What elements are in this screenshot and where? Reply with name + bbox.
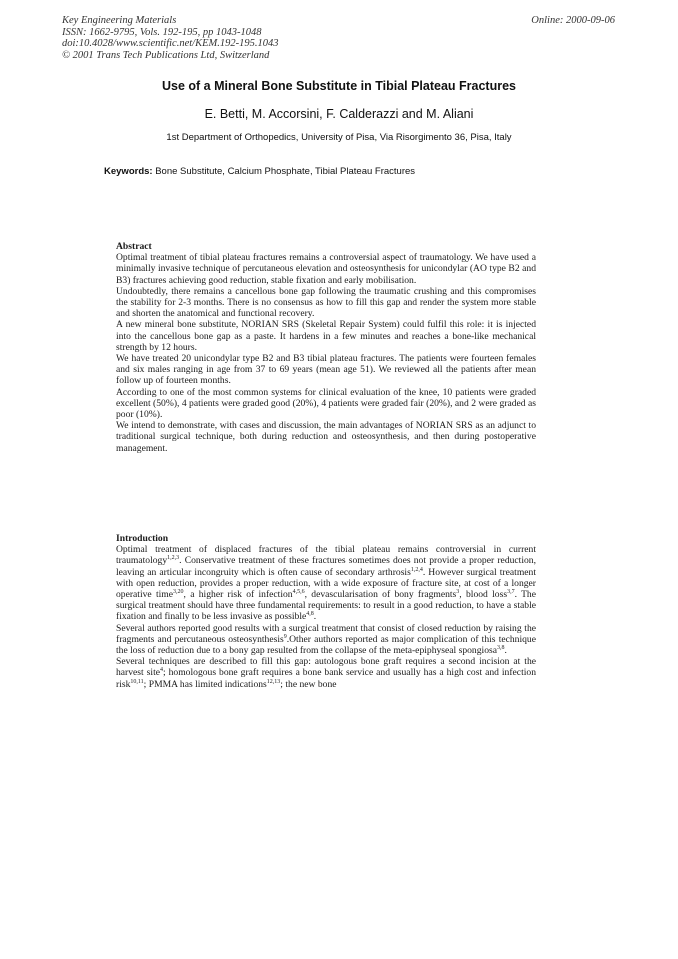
citation-ref: 4,5,6 xyxy=(292,589,305,596)
intro-text: , a higher risk of infection xyxy=(183,589,293,601)
intro-text: ; PMMA has limited indications xyxy=(143,678,267,690)
intro-text: , devascularisation of bony fragments xyxy=(304,589,457,601)
intro-text: . However surgical treatment with open reduction, provides a proper reduction, with a wide exposure of fracture site, at cost of a longer operative time xyxy=(116,566,536,601)
online-date: Online: 2000-09-06 xyxy=(531,15,615,26)
keywords-text: Bone Substitute, Calcium Phosphate, Tibial Plateau Fractures xyxy=(155,166,416,177)
citation-ref: 3,8 xyxy=(496,645,505,652)
journal-name: Key Engineering Materials xyxy=(62,15,177,26)
intro-text: . The surgical treatment should have three fundamental requirements: to result in a good reduction, to have a stable fixation and finally to be less invasive as possible xyxy=(116,589,536,623)
abstract-paragraph: Undoubtedly, there remains a cancellous bone gap following the traumatic crushing and this compromises the stability for 2-3 months. There is no consensus as how to fill this gap and render the system more stable and shorten the anatomical and functional recovery. xyxy=(116,285,536,320)
intro-text: . xyxy=(504,645,507,657)
citation-ref: 3,7 xyxy=(507,589,515,596)
abstract-section xyxy=(116,241,536,454)
keywords-label: Keywords: xyxy=(104,166,153,177)
intro-text: , blood loss xyxy=(459,589,508,601)
abstract-paragraph: We have treated 20 unicondylar type B2 and B3 tibial plateau fractures. The patients were fourteen females and six males ranging in age from 37 to 69 years (mean age 51). We reviewed all the patients after mean follow up of fourteen months. xyxy=(116,353,536,387)
citation-ref: 4 xyxy=(160,667,163,674)
abstract-heading: Abstract xyxy=(116,241,152,252)
intro-text: Several authors reported good results with a surgical treatment that consist of closed reduction by raising the fragments and percutaneous osteosynthesis xyxy=(116,622,536,645)
intro-text: ; homologous bone graft requires a bone bank service and usually has a high cost and infection risk xyxy=(116,667,536,690)
introduction-paragraph xyxy=(116,623,536,657)
abstract-paragraph: A new mineral bone substitute, NORIAN SRS (Skeletal Repair System) could fulfil this role: it is injected into the cancellous bone gap as a paste. It hardens in a few minutes and reaches a bone-like mechanical strength by 12 hours. xyxy=(116,319,536,353)
citation-ref: 3,20 xyxy=(173,589,184,596)
introduction-heading: Introduction xyxy=(116,533,169,544)
journal-metadata xyxy=(62,15,279,61)
introduction-section xyxy=(116,533,536,690)
introduction-paragraph xyxy=(116,544,536,622)
intro-text: . Conservative treatment of these fractures sometimes does not provide a proper reduction, leaving an articular incongruity which is often cause of secondary arthrosis xyxy=(116,555,536,578)
citation-ref: 4,8 xyxy=(306,611,314,618)
abstract-paragraph: We intend to demonstrate, with cases and discussion, the main advantages of NORIAN SRS as an adjunct to traditional surgical technique, both during reduction and osteosynthesis, and then during postoperative management. xyxy=(116,420,536,454)
introduction-paragraph xyxy=(116,656,536,690)
abstract-paragraph: Optimal treatment of tibial plateau fractures remains a controversial aspect of traumatology. We have used a minimally invasive technique of percutaneous elevation and osteosynthesis for unicondylar (AO type B2 and B3) fractures achieving good reduction, stable fixation and early mobilisation. xyxy=(116,252,536,286)
intro-text: . xyxy=(313,611,317,623)
citation-ref: 1,2,3 xyxy=(167,555,180,562)
paper-affiliation: 1st Department of Orthopedics, University of Pisa, Via Risorgimento 36, Pisa, Italy xyxy=(166,132,512,143)
abstract-paragraph: According to one of the most common systems for clinical evaluation of the knee, 10 patients were graded excellent (50%), 4 patients were graded good (20%), 4 patients were graded fair (20%), and 2 were graded as poor (10%). xyxy=(116,386,536,421)
intro-text: .Other authors reported as major complication of this technique the loss of reduction due to a bony gap resulted from the collapse of the meta-epiphyseal spongiosa xyxy=(116,633,536,657)
intro-text: Optimal treatment of displaced fractures of the tibial plateau remains controversial in current traumatology xyxy=(116,544,536,567)
intro-text: ; the new bone xyxy=(280,678,337,690)
paper-authors: E. Betti, M. Accorsini, F. Calderazzi and M. Aliani xyxy=(204,107,474,121)
issn-line: ISSN: 1662-9795, Vols. 192-195, pp 1043-1048 xyxy=(62,26,262,38)
doi-line: doi:10.4028/www.scientific.net/KEM.192-195.1043 xyxy=(62,38,279,49)
intro-text: Several techniques are described to fill this gap: autologous bone graft requires a second incision at the harvest site xyxy=(116,656,536,679)
keywords-line xyxy=(104,166,415,177)
paper-title: Use of a Mineral Bone Substitute in Tibial Plateau Fractures xyxy=(161,79,517,93)
citation-ref: 12,13 xyxy=(266,678,281,685)
citation-ref: 3 xyxy=(456,589,460,596)
citation-ref: 1,2,4 xyxy=(410,566,423,573)
copyright-line: © 2001 Trans Tech Publications Ltd, Switzerland xyxy=(62,49,270,61)
citation-ref: 9 xyxy=(283,633,287,640)
citation-ref: 10,11 xyxy=(130,678,144,685)
